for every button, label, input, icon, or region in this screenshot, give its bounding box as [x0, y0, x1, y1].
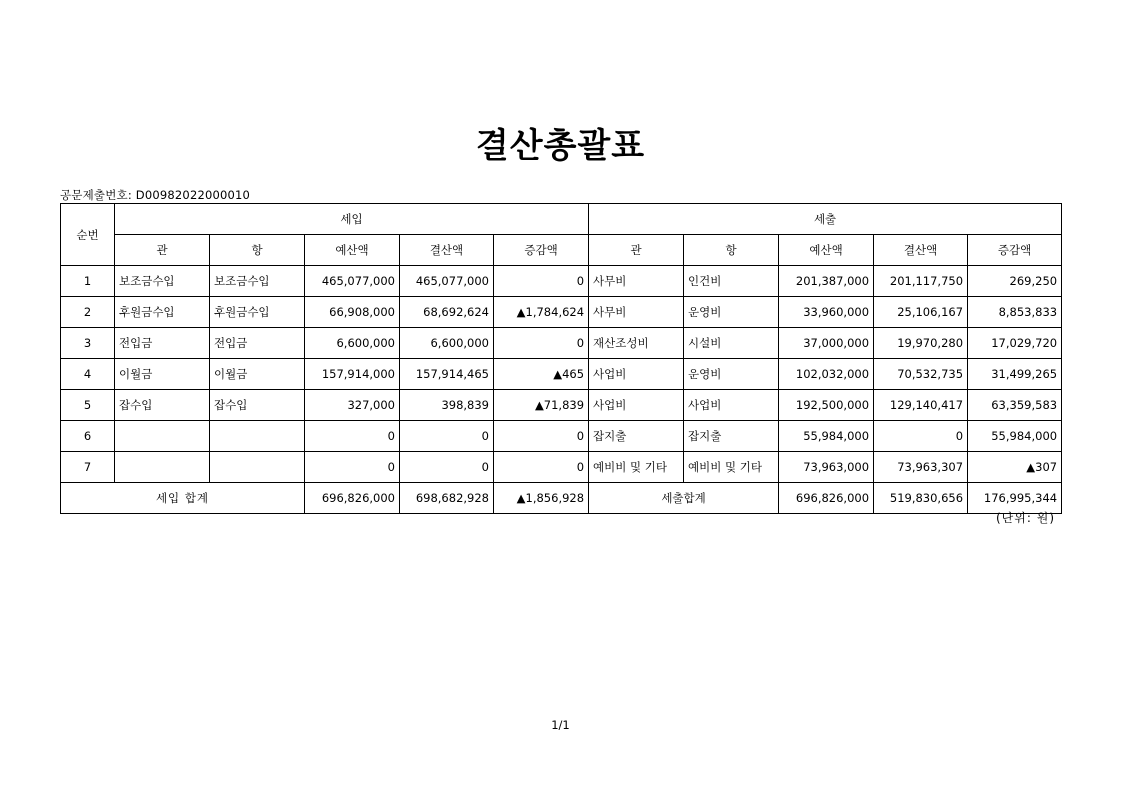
expense-gwan-cell: 재산조성비 — [589, 328, 684, 359]
row-number: 6 — [61, 421, 115, 452]
revenue-diff-cell: ▲71,839 — [494, 390, 589, 421]
expense-hang-cell: 운영비 — [684, 359, 779, 390]
revenue-hang-cell — [210, 452, 305, 483]
expense-settlement-header: 결산액 — [874, 235, 968, 266]
expense-total-budget: 696,826,000 — [779, 483, 874, 514]
expense-gwan-header: 관 — [589, 235, 684, 266]
expense-budget-cell: 201,387,000 — [779, 266, 874, 297]
revenue-total-settlement: 698,682,928 — [400, 483, 494, 514]
expense-settlement-cell: 70,532,735 — [874, 359, 968, 390]
expense-hang-cell: 시설비 — [684, 328, 779, 359]
page-title: 결산총괄표 — [475, 126, 646, 166]
expense-budget-cell: 73,963,000 — [779, 452, 874, 483]
revenue-gwan-cell — [115, 452, 210, 483]
revenue-settlement-cell: 0 — [400, 452, 494, 483]
row-number: 1 — [61, 266, 115, 297]
totals-row — [61, 483, 1062, 514]
expense-gwan-cell: 사업비 — [589, 390, 684, 421]
expense-diff-cell: 8,853,833 — [968, 297, 1062, 328]
revenue-hang-cell: 전입금 — [210, 328, 305, 359]
revenue-gwan-cell — [115, 421, 210, 452]
revenue-budget-cell: 327,000 — [305, 390, 400, 421]
expense-gwan-cell: 사무비 — [589, 297, 684, 328]
expense-gwan-cell: 잡지출 — [589, 421, 684, 452]
revenue-diff-cell: 0 — [494, 421, 589, 452]
expense-gwan-cell: 예비비 및 기타 — [589, 452, 684, 483]
revenue-hang-cell — [210, 421, 305, 452]
revenue-diff-cell: 0 — [494, 328, 589, 359]
revenue-gwan-cell: 후원금수입 — [115, 297, 210, 328]
expense-diff-cell: ▲307 — [968, 452, 1062, 483]
revenue-diff-cell: ▲1,784,624 — [494, 297, 589, 328]
expense-diff-cell: 17,029,720 — [968, 328, 1062, 359]
row-number: 5 — [61, 390, 115, 421]
revenue-total-budget: 696,826,000 — [305, 483, 400, 514]
expense-total-settlement: 519,830,656 — [874, 483, 968, 514]
expense-hang-header: 항 — [684, 235, 779, 266]
revenue-budget-cell: 0 — [305, 421, 400, 452]
expense-hang-cell: 운영비 — [684, 297, 779, 328]
table-row — [61, 421, 1062, 452]
revenue-hang-cell: 이월금 — [210, 359, 305, 390]
expense-settlement-cell: 129,140,417 — [874, 390, 968, 421]
table-row — [61, 297, 1062, 328]
revenue-diff-cell: 0 — [494, 266, 589, 297]
expense-gwan-cell: 사무비 — [589, 266, 684, 297]
revenue-budget-cell: 0 — [305, 452, 400, 483]
expense-hang-cell: 잡지출 — [684, 421, 779, 452]
revenue-settlement-cell: 68,692,624 — [400, 297, 494, 328]
revenue-budget-cell: 157,914,000 — [305, 359, 400, 390]
expense-budget-cell: 192,500,000 — [779, 390, 874, 421]
expense-total-label: 세출합계 — [589, 483, 779, 514]
revenue-gwan-cell: 이월금 — [115, 359, 210, 390]
expense-settlement-cell: 201,117,750 — [874, 266, 968, 297]
expense-hang-cell: 인건비 — [684, 266, 779, 297]
revenue-hang-cell: 보조금수입 — [210, 266, 305, 297]
revenue-total-diff: ▲1,856,928 — [494, 483, 589, 514]
header-row-columns — [61, 235, 1062, 266]
expense-total-diff: 176,995,344 — [968, 483, 1062, 514]
revenue-settlement-cell: 398,839 — [400, 390, 494, 421]
revenue-gwan-header: 관 — [115, 235, 210, 266]
table-row — [61, 452, 1062, 483]
revenue-total-label: 세입 합계 — [61, 483, 305, 514]
revenue-settlement-header: 결산액 — [400, 235, 494, 266]
expense-hang-cell: 사업비 — [684, 390, 779, 421]
revenue-group-header: 세입 — [115, 204, 589, 235]
page-number: 1/1 — [551, 718, 570, 732]
expense-settlement-cell: 73,963,307 — [874, 452, 968, 483]
revenue-hang-cell: 잡수입 — [210, 390, 305, 421]
expense-settlement-cell: 0 — [874, 421, 968, 452]
revenue-gwan-cell: 전입금 — [115, 328, 210, 359]
revenue-hang-header: 항 — [210, 235, 305, 266]
expense-budget-cell: 33,960,000 — [779, 297, 874, 328]
expense-group-header: 세출 — [589, 204, 1062, 235]
expense-diff-header: 증감액 — [968, 235, 1062, 266]
expense-settlement-cell: 19,970,280 — [874, 328, 968, 359]
document-number: 공문제출번호: D00982022000010 — [60, 188, 251, 202]
row-number: 3 — [61, 328, 115, 359]
revenue-budget-cell: 66,908,000 — [305, 297, 400, 328]
table-row — [61, 390, 1062, 421]
revenue-budget-cell: 465,077,000 — [305, 266, 400, 297]
table-row — [61, 266, 1062, 297]
expense-settlement-cell: 25,106,167 — [874, 297, 968, 328]
header-row-groups — [61, 204, 1062, 235]
expense-diff-cell: 63,359,583 — [968, 390, 1062, 421]
expense-budget-cell: 37,000,000 — [779, 328, 874, 359]
expense-gwan-cell: 사업비 — [589, 359, 684, 390]
settlement-summary-table — [60, 203, 1062, 514]
revenue-diff-cell: ▲465 — [494, 359, 589, 390]
revenue-diff-header: 증감액 — [494, 235, 589, 266]
revenue-gwan-cell: 잡수입 — [115, 390, 210, 421]
revenue-budget-header: 예산액 — [305, 235, 400, 266]
revenue-settlement-cell: 157,914,465 — [400, 359, 494, 390]
revenue-budget-cell: 6,600,000 — [305, 328, 400, 359]
revenue-gwan-cell: 보조금수입 — [115, 266, 210, 297]
revenue-settlement-cell: 465,077,000 — [400, 266, 494, 297]
expense-budget-header: 예산액 — [779, 235, 874, 266]
revenue-settlement-cell: 0 — [400, 421, 494, 452]
revenue-hang-cell: 후원금수입 — [210, 297, 305, 328]
row-number: 7 — [61, 452, 115, 483]
expense-budget-cell: 102,032,000 — [779, 359, 874, 390]
table-row — [61, 359, 1062, 390]
row-number: 4 — [61, 359, 115, 390]
unit-note: (단위: 원) — [996, 511, 1055, 525]
table-row — [61, 328, 1062, 359]
expense-hang-cell: 예비비 및 기타 — [684, 452, 779, 483]
expense-diff-cell: 55,984,000 — [968, 421, 1062, 452]
expense-diff-cell: 269,250 — [968, 266, 1062, 297]
revenue-settlement-cell: 6,600,000 — [400, 328, 494, 359]
row-number: 2 — [61, 297, 115, 328]
expense-diff-cell: 31,499,265 — [968, 359, 1062, 390]
revenue-diff-cell: 0 — [494, 452, 589, 483]
expense-budget-cell: 55,984,000 — [779, 421, 874, 452]
seq-header: 순번 — [61, 204, 115, 266]
